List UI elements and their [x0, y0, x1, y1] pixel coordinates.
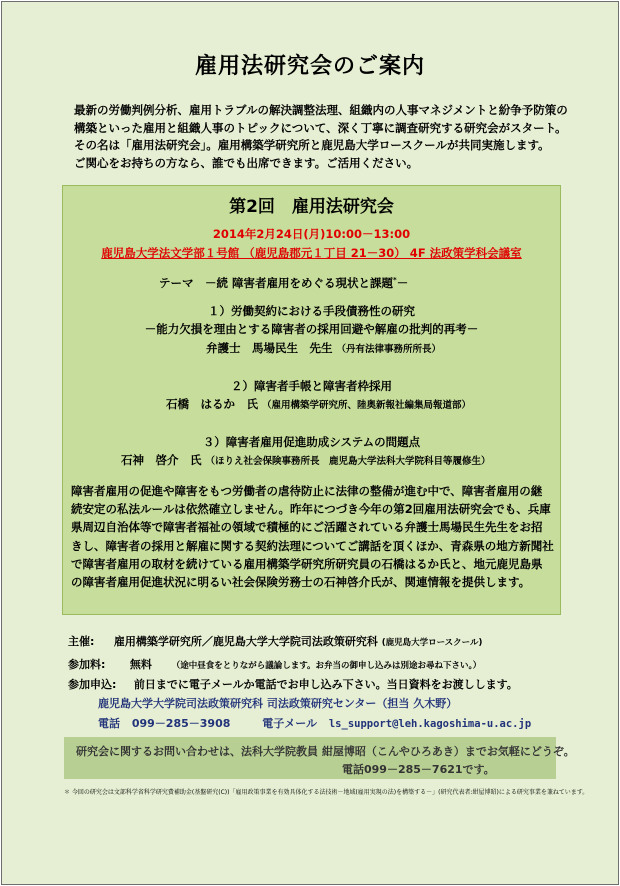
- footnote: ＊ 今回の研究会は文部科学省科学研究費補助金(基盤研究(C))「雇用政策事業を有効具体化する法技術－地域(雇用実現の法)を構築する－」(研究代表者:紺屋博昭)による研究事業を兼ねています。: [64, 789, 589, 796]
- sponsor-label: 主催:: [68, 635, 95, 648]
- intro-line: 最新の労働判例分析、雇用トラブルの解決調整法理、組織内の人事マネジメントと紛争予防策の: [74, 103, 568, 117]
- talk-1-subtitle: －能力欠損を理由とする障害者の採用回避や解雇の批判的再考－: [144, 322, 479, 336]
- apply-row: [68, 676, 518, 692]
- sponsor-row: [68, 633, 482, 649]
- speaker-affiliation: （ほりえ社会保険事務所長 鹿児島大学法科大学院科目等履修生）: [205, 456, 491, 467]
- fee-label: 参加料:: [68, 658, 106, 671]
- speaker-affiliation: （雇用構築学研究所、陸奥新報社編集局報道部）: [262, 400, 472, 411]
- theme-text: テーマ －続 障害者雇用をめぐる現状と課題: [159, 276, 394, 290]
- page-title: 雇用法研究会のご案内: [194, 54, 425, 79]
- talk-1-speaker: [206, 340, 441, 356]
- session-description: [71, 482, 555, 591]
- flyer-page: [1, 1, 619, 885]
- center-name: 鹿児島大学大学院司法政策研究科 司法政策研究センター（担当 久木野）: [98, 697, 458, 710]
- description-line: 県周辺自治体等で障害者福祉の領域で積極的にご活躍されている弁護士馬場民生先生をお招: [71, 520, 543, 535]
- intro-line: その名は「雇用法研究会」。雇用構築学研究所と鹿児島大学ロースクールが共同実施します。: [74, 138, 550, 152]
- talk-3-speaker: [121, 452, 491, 468]
- description-line: 続安定の私法ルールは依然確立しません。昨年につづき今年の第2回雇用法研究会でも、兵庫: [71, 502, 551, 517]
- sponsor-note: (鹿児島大学ロースクール): [381, 638, 483, 648]
- talk-2-title: ２）障害者手帳と障害者枠採用: [231, 379, 392, 393]
- description-line: で障害者雇用の取材を続けている雇用構築学研究所研究員の石橋はるか氏と、地元鹿児島県: [71, 556, 543, 571]
- sponsor-value: 雇用構築学研究所／鹿児島大学大学院司法政策研究科: [113, 635, 378, 648]
- description-line: きし、障害者の採用と解雇に関する契約法理についてご講話を頂くほか、青森県の地方新聞社: [71, 538, 554, 553]
- session-date: 2014年2月24日(月)10:00－13:00: [212, 227, 411, 241]
- email-label: 電子メール: [262, 717, 318, 730]
- speaker-name: 石橋 はるか 氏: [166, 397, 258, 411]
- email-address[interactable]: ls_support@leh.kagoshima-u.ac.jp: [328, 718, 532, 730]
- talk-1-title: １）労働契約における手段債務性の研究: [208, 304, 415, 318]
- intro-line: ご関心をお持ちの方なら、誰でも出席できます。ご活用ください。: [74, 155, 419, 170]
- fee-note: （途中昼食をとりながら議論します。お弁当の御申し込みは別途お尋ね下さい。）: [171, 661, 482, 671]
- theme-end: －: [396, 276, 409, 290]
- talk-3-title: ３）障害者雇用促進助成システムの問題点: [202, 435, 421, 449]
- session-venue: 鹿児島大学法文学部１号館 （鹿児島郡元１丁目 21－30） 4F 法政策学科会議室: [101, 246, 522, 260]
- description-line: 障害者雇用の促進や障害をもつ労働者の虐待防止に法律の整備が進む中で、障害者雇用の継: [71, 484, 543, 498]
- theme-footnote-mark: *: [393, 276, 397, 285]
- contact-box: [64, 737, 575, 779]
- contact-line-1: 研究会に関するお問い合わせは、法科大学院教員 紺屋博昭（こんやひろあき）までお気軽にどうぞ。: [76, 745, 575, 758]
- fee-value: 無料: [129, 658, 152, 671]
- phone-label: 電話: [98, 717, 120, 730]
- apply-label: 参加申込:: [68, 678, 117, 691]
- description-line: の障害者雇用促進状況に明るい社会保険労務士の石神啓介氏が、関連情報を提供します。: [71, 575, 531, 590]
- speaker-name: 弁護士 馬場民生 先生: [206, 341, 333, 355]
- intro-text: [74, 102, 594, 172]
- talk-2-speaker: [166, 396, 471, 412]
- contact-row: [98, 715, 531, 731]
- phone-number: 099－285－3908: [131, 717, 231, 730]
- session-box: [62, 185, 561, 615]
- contact-line-2: 電話099－285－7621です。: [342, 763, 495, 776]
- speaker-name: 石神 啓介 氏: [121, 453, 202, 467]
- session-title: 第2回 雇用法研究会: [229, 197, 394, 217]
- fee-row: [68, 656, 481, 672]
- session-theme: [159, 275, 408, 291]
- apply-value: 前日までに電子メールか電話でお申し込み下さい。当日資料をお渡しします。: [133, 678, 518, 691]
- intro-line: 構築といった雇用と組織人事のトピックについて、深く丁寧に調査研究する研究会がスタート。: [74, 120, 567, 135]
- speaker-affiliation: （丹有法律事務所所長）: [336, 344, 442, 355]
